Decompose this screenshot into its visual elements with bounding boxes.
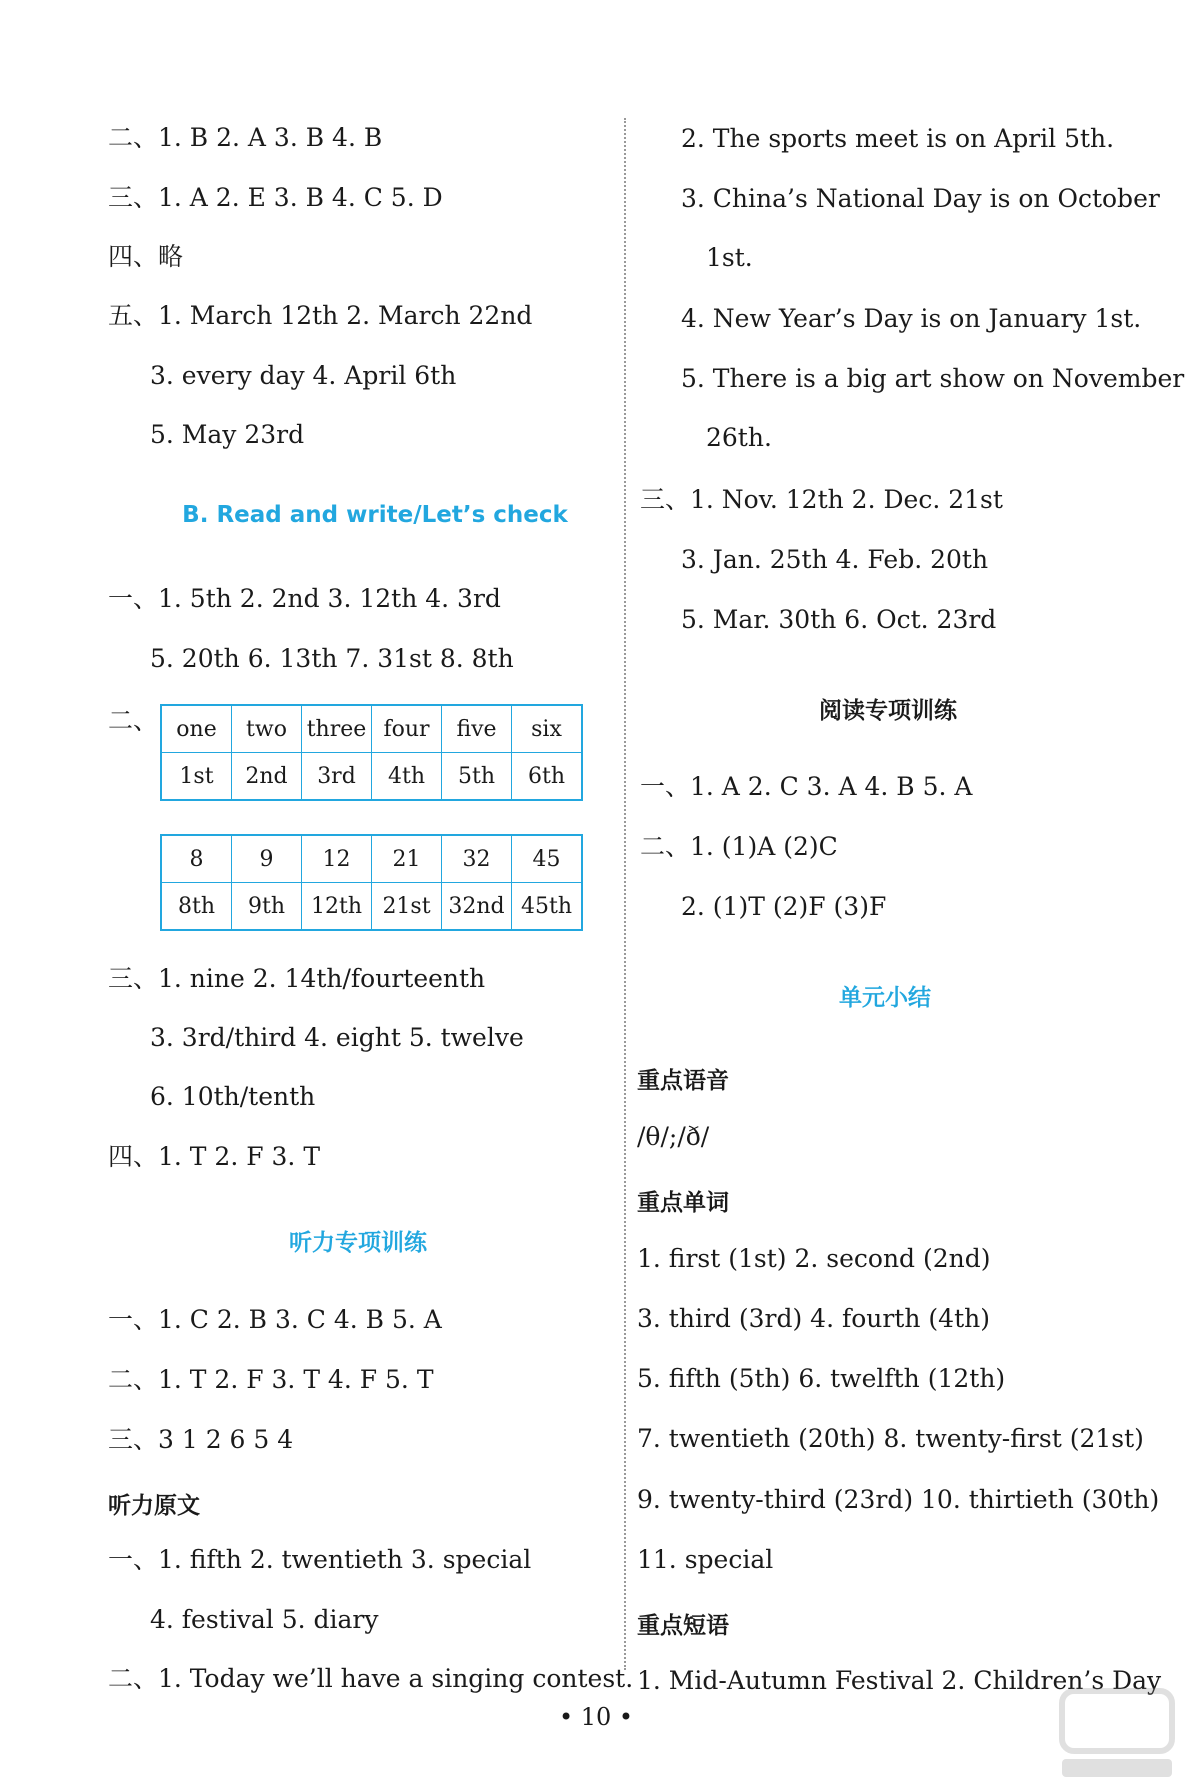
- answer-line: 一、1. C 2. B 3. C 4. B 5. A: [108, 1305, 442, 1334]
- answer-line: 二、: [108, 706, 159, 735]
- answer-line: 一、1. A 2. C 3. A 4. B 5. A: [640, 772, 973, 801]
- answer-line: 4. festival 5. diary: [150, 1605, 379, 1634]
- table-cell: 45: [512, 835, 583, 883]
- answer-line: 7. twentieth (20th) 8. twenty-first (21st): [637, 1424, 1144, 1453]
- table-cell: 8th: [161, 883, 232, 931]
- subheading: 重点单词: [637, 1190, 729, 1216]
- answer-line: 3. third (3rd) 4. fourth (4th): [637, 1304, 990, 1333]
- table-cell: five: [442, 705, 512, 753]
- answer-line: 5. There is a big art show on November: [681, 364, 1185, 393]
- answer-line: 9. twenty-third (23rd) 10. thirtieth (30th): [637, 1485, 1160, 1514]
- answer-line: 11. special: [637, 1545, 774, 1574]
- table-cell: 6th: [512, 753, 583, 801]
- table-cell: 9th: [232, 883, 302, 931]
- table-cell: two: [232, 705, 302, 753]
- answer-line: 二、1. (1)A (2)C: [640, 832, 838, 861]
- table-cell: 2nd: [232, 753, 302, 801]
- subheading: 重点语音: [637, 1068, 729, 1094]
- answer-line: 1st.: [706, 243, 753, 272]
- table-cell: 32: [442, 835, 512, 883]
- answer-line: 5. Mar. 30th 6. Oct. 23rd: [681, 605, 997, 634]
- answer-line: 4. New Year’s Day is on January 1st.: [681, 304, 1142, 333]
- table-cell: three: [302, 705, 372, 753]
- answer-line: 3. every day 4. April 6th: [150, 361, 457, 390]
- table-cell: 8: [161, 835, 232, 883]
- answer-line: 三、3 1 2 6 5 4: [108, 1425, 294, 1454]
- answer-line: 5. 20th 6. 13th 7. 31st 8. 8th: [150, 644, 514, 673]
- section-heading: 单元小结: [839, 985, 931, 1011]
- answer-line: 1. first (1st) 2. second (2nd): [637, 1244, 991, 1273]
- table-cell: 21st: [372, 883, 442, 931]
- table-cell: 3rd: [302, 753, 372, 801]
- answer-line: 26th.: [706, 423, 772, 452]
- answer-line: 3. 3rd/third 4. eight 5. twelve: [150, 1023, 524, 1052]
- watermark-logo-icon: [1052, 1683, 1182, 1783]
- answer-line: 3. Jan. 25th 4. Feb. 20th: [681, 545, 989, 574]
- section-heading: B. Read and write/Let’s check: [182, 502, 568, 528]
- answer-line: 5. May 23rd: [150, 420, 305, 449]
- answer-line: 三、1. A 2. E 3. B 4. C 5. D: [108, 183, 443, 212]
- answer-line: 一、1. fifth 2. twentieth 3. special: [108, 1545, 532, 1574]
- subheading: 听力原文: [108, 1493, 200, 1519]
- section-heading: 听力专项训练: [289, 1230, 427, 1256]
- table-cell: 9: [232, 835, 302, 883]
- table-cell: 45th: [512, 883, 583, 931]
- answer-line: 2. The sports meet is on April 5th.: [681, 124, 1115, 153]
- answer-line: 二、1. Today we’ll have a singing contest.: [108, 1664, 634, 1693]
- answer-line: 2. (1)T (2)F (3)F: [681, 892, 887, 921]
- table-cell: 5th: [442, 753, 512, 801]
- answer-line: 6. 10th/tenth: [150, 1082, 316, 1111]
- table-cell: 1st: [161, 753, 232, 801]
- answer-line: 二、1. T 2. F 3. T 4. F 5. T: [108, 1365, 434, 1394]
- subheading: 重点短语: [637, 1613, 729, 1639]
- answer-line: 三、1. Nov. 12th 2. Dec. 21st: [640, 485, 1003, 514]
- ordinal-table-numbers: [160, 834, 583, 931]
- table-cell: 4th: [372, 753, 442, 801]
- answer-line: 三、1. nine 2. 14th/fourteenth: [108, 964, 486, 993]
- table-cell: 12th: [302, 883, 372, 931]
- ordinal-table-words: [160, 704, 583, 801]
- table-cell: 21: [372, 835, 442, 883]
- table-cell: 32nd: [442, 883, 512, 931]
- table-cell: 12: [302, 835, 372, 883]
- table-cell: six: [512, 705, 583, 753]
- column-divider: [624, 118, 626, 1670]
- answer-line: 四、1. T 2. F 3. T: [108, 1142, 320, 1171]
- table-cell: four: [372, 705, 442, 753]
- answer-line: 四、略: [108, 242, 184, 271]
- answer-line: 二、1. B 2. A 3. B 4. B: [108, 123, 383, 152]
- answer-line: 五、1. March 12th 2. March 22nd: [108, 301, 533, 330]
- answer-line: 5. fifth (5th) 6. twelfth (12th): [637, 1364, 1006, 1393]
- page-number: • 10 •: [558, 1703, 634, 1731]
- answer-line: 3. China’s National Day is on October: [681, 184, 1160, 213]
- answer-line: 1. Mid-Autumn Festival 2. Children’s Day: [637, 1666, 1162, 1695]
- answer-line: 一、1. 5th 2. 2nd 3. 12th 4. 3rd: [108, 584, 501, 613]
- table-cell: one: [161, 705, 232, 753]
- answer-line: /θ/;/ð/: [637, 1122, 710, 1151]
- section-heading: 阅读专项训练: [819, 698, 957, 724]
